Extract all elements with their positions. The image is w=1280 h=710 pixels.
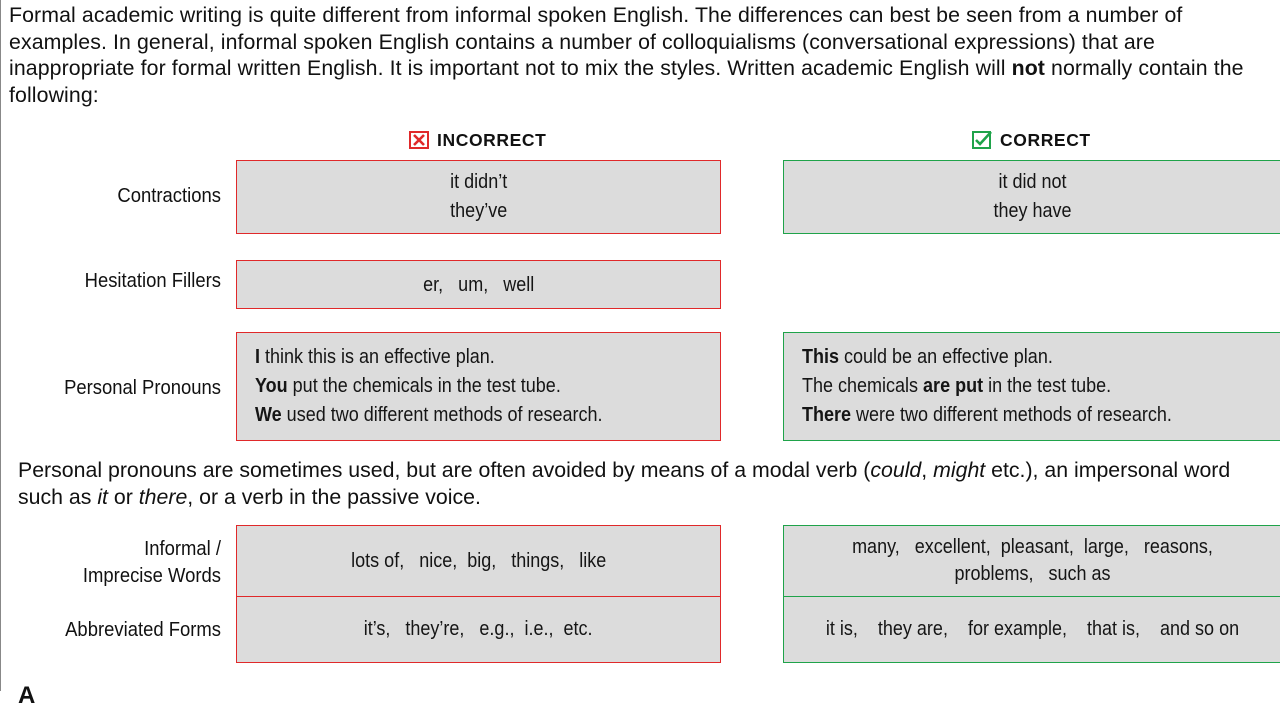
example-sentence: This could be an effective plan. — [802, 346, 1053, 368]
cross-box-icon — [409, 131, 429, 149]
correct-header-label: CORRECT — [1000, 129, 1091, 150]
example-text: many, excellent, pleasant, large, reasons, — [852, 536, 1213, 558]
correct-header — [972, 128, 1091, 152]
incorrect-box-personal-pronouns — [236, 332, 721, 441]
incorrect-box-abbreviated-forms — [236, 596, 721, 663]
example-text: it’s, they’re, e.g., i.e., etc. — [364, 618, 593, 640]
example-text: it didn’t — [449, 171, 508, 193]
intro-text-2: normally contain the following: — [9, 56, 1244, 107]
example-text: problems, such as — [954, 563, 1111, 585]
row-label-informal-words: Informal / Imprecise Words — [82, 537, 221, 587]
check-box-icon — [972, 131, 992, 149]
example-text: it is, they are, for example, that is, and so on — [825, 618, 1240, 640]
incorrect-box-informal-words — [236, 525, 721, 597]
correct-box-contractions — [783, 160, 1280, 234]
correct-box-abbreviated-forms — [783, 596, 1280, 663]
example-text: they’ve — [449, 200, 508, 222]
example-sentence: We used two different methods of research. — [255, 404, 603, 426]
row-label-hesitation-fillers: Hesitation Fillers — [84, 269, 221, 292]
example-sentence: I think this is an effective plan. — [255, 346, 495, 368]
example-text: er, um, well — [422, 274, 535, 296]
correct-box-personal-pronouns — [783, 332, 1280, 441]
example-sentence: There were two different methods of research. — [802, 404, 1172, 426]
example-text: lots of, nice, big, things, like — [350, 549, 607, 572]
incorrect-header-label: INCORRECT — [437, 129, 547, 150]
example-text: they have — [993, 200, 1072, 222]
pronoun-note-paragraph: Personal pronouns are sometimes used, but are often avoided by means of a modal verb (could, might etc.), an impersonal word such as it or there, or a verb in the passive voice. — [18, 458, 1231, 509]
row-label-contractions: Contractions — [117, 184, 221, 207]
intro-paragraph — [9, 2, 1274, 108]
intro-emphasis-not: not — [1011, 56, 1046, 81]
row-label-personal-pronouns: Personal Pronouns — [64, 376, 221, 399]
incorrect-box-hesitation-fillers — [236, 260, 721, 309]
correct-box-informal-words — [783, 525, 1280, 597]
example-sentence: You put the chemicals in the test tube. — [255, 375, 561, 397]
example-text: it did not — [998, 171, 1067, 193]
row-label-abbreviated-forms: Abbreviated Forms — [65, 618, 221, 641]
example-sentence: The chemicals are put in the test tube. — [802, 375, 1112, 397]
page-left-border — [0, 0, 1, 691]
incorrect-box-contractions — [236, 160, 721, 234]
cut-off-heading: A — [18, 682, 36, 709]
incorrect-header — [409, 128, 546, 152]
intro-text-1: Formal academic writing is quite different from informal spoken English. The differences can best be seen from a number of examples. In general, informal spoken English contains a number of colloquialisms (conversational expressions) that are inappropriate for formal written English. It is important not to mix the styles. Written academic English will — [9, 3, 1183, 81]
